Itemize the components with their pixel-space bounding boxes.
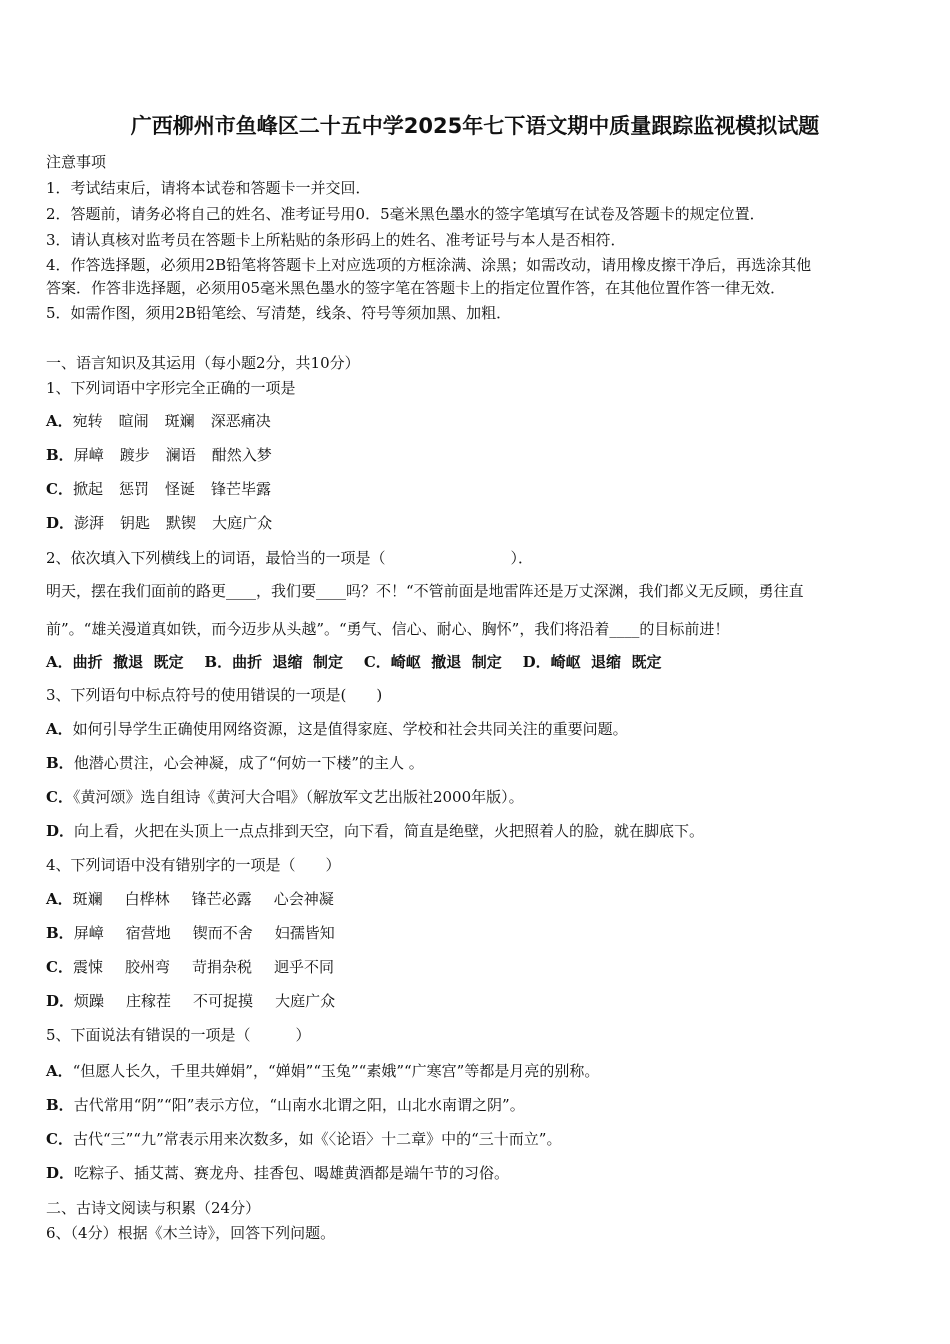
option-word: 锋芒必露: [191, 890, 252, 908]
option-word: 暄闹: [118, 412, 149, 430]
option-word: 钥匙: [120, 514, 151, 532]
exam-title: 广西柳州市鱼峰区二十五中学2025年七下语文期中质量跟踪监视模拟试题: [130, 114, 820, 138]
notice-item: 3．请认真核对监考员在答题卡上所粘贴的条形码上的姓名、准考证号与本人是否相符．: [46, 231, 626, 249]
option-word: 澜语: [165, 446, 196, 464]
option-word: 庄稼茬: [126, 992, 172, 1010]
option-label: C．: [46, 1130, 73, 1148]
section2-heading: 二、古诗文阅读与积累（24分）: [46, 1199, 261, 1217]
notice-item: 4．作答选择题，必须用2B铅笔将答题卡上对应选项的方框涂满、涂黑；如需改动，请用橡皮擦干净后，再选涂其他: [46, 256, 812, 274]
option-label: A．: [46, 1062, 73, 1080]
q2-stem: [46, 547, 533, 568]
option-label: B．: [46, 446, 74, 464]
option-word: 怪诞: [164, 480, 195, 498]
q5-option-d: [46, 1162, 509, 1183]
q2-options: A．曲折 撤退 既定 B．曲折 退缩 制定 C．崎岖 撤退 制定 D．崎岖 退缩 既定: [46, 653, 662, 671]
option-word: 妇孺皆知: [274, 924, 335, 942]
q1-stem: 1、下列词语中字形完全正确的一项是: [46, 379, 296, 397]
option-word: 心会神凝: [273, 890, 334, 908]
option-word: 踱步: [119, 446, 150, 464]
option-word: 迥乎不同: [274, 958, 335, 976]
q4-option-c: [46, 956, 334, 977]
option-text: 吃粽子、插艾蒿、赛龙舟、挂香包、喝雄黄酒都是端午节的习俗。: [74, 1164, 510, 1182]
option-label: C．: [46, 958, 73, 976]
option-label: B．: [46, 1096, 74, 1114]
q3-option-b: [46, 752, 424, 773]
q2-passage-line2: 前”。“雄关漫道真如铁，而今迈步从头越”。“勇气、信心、耐心、胸怀”，我们将沿着____的目标前进！: [46, 620, 730, 638]
option-label: C．: [46, 788, 73, 806]
option-word: 震悚: [72, 958, 103, 976]
q2-passage-line1: 明天，摆在我们面前的路更____，我们要____吗？不！“不管前面是地雷阵还是万丈深渊，我们都义无反顾，勇往直: [46, 582, 804, 600]
option-word: 掀起: [72, 480, 103, 498]
q4-option-a: [46, 888, 334, 909]
notice-item: 2．答题前，请务必将自己的姓名、准考证号用0．5毫米黑色墨水的签字笔填写在试卷及答题卡的规定位置．: [46, 205, 765, 223]
option-word: 锲而不舍: [192, 924, 253, 942]
option-word: 大庭广众: [275, 992, 336, 1010]
notice-item: 1．考试结束后，请将本试卷和答题卡一并交回．: [46, 179, 371, 197]
q1-option-b: [46, 444, 272, 465]
notice-item: 答案．作答非选择题，必须用05毫米黑色墨水的签字笔在答题卡上的指定位置作答，在其他位置作答一律无效．: [46, 279, 786, 297]
option-word: 斑斓: [72, 890, 103, 908]
notice-heading: 注意事项: [46, 153, 107, 171]
notice-item: 5．如需作图，须用2B铅笔绘、写清楚，线条、符号等须加黑、加粗．: [46, 304, 512, 322]
q3-option-a: [46, 718, 628, 739]
q6-stem: 6、（4分）根据《木兰诗》，回答下列问题。: [46, 1224, 336, 1242]
option-text: 他潜心贯注，心会神凝，成了“何妨一下楼”的主人 。: [73, 754, 424, 772]
option-word: 默锲: [166, 514, 197, 532]
q2-stem-start: 2、依次填入下列横线上的词语，最恰当的一项是（: [46, 549, 386, 567]
section1-heading: 一、语言知识及其运用（每小题2分，共10分）: [46, 354, 360, 372]
q4-option-b: [46, 922, 335, 943]
q2-stem-end: ）．: [510, 549, 534, 567]
q1-option-a: [46, 410, 271, 431]
option-word: 屏嶂: [73, 924, 104, 942]
option-word: 苛捐杂税: [191, 958, 252, 976]
option-word: 斑斓: [164, 412, 195, 430]
option-label: D．: [46, 992, 75, 1010]
option-word: 不可捉摸: [193, 992, 254, 1010]
option-word: 澎湃: [74, 514, 105, 532]
q5-option-a: [46, 1060, 599, 1081]
option-text: 向上看，火把在头顶上一点点排到天空，向下看，简直是绝壁，火把照着人的脸，就在脚底下。: [74, 822, 705, 840]
option-label: D．: [46, 822, 75, 840]
q4-stem: 4、下列词语中没有错别字的一项是（ ）: [46, 856, 341, 874]
option-word: 胶州弯: [124, 958, 170, 976]
option-word: 宿营地: [125, 924, 171, 942]
q4-option-d: [46, 990, 335, 1011]
option-word: 烦躁: [74, 992, 105, 1010]
q1-option-c: [46, 478, 271, 499]
option-text: 如何引导学生正确使用网络资源，这是值得家庭、学校和社会共同关注的重要问题。: [72, 720, 628, 738]
option-label: A．: [46, 720, 73, 738]
option-label: A．: [46, 412, 73, 430]
option-word: 宛转: [72, 412, 103, 430]
q3-stem: 3、下列语句中标点符号的使用错误的一项是( ): [46, 686, 383, 704]
option-label: C．: [46, 480, 73, 498]
option-label: D．: [46, 514, 75, 532]
q5-option-c: [46, 1128, 561, 1149]
option-text: “但愿人长久，千里共婵娟”，“婵娟”“玉兔”“素娥”“广寒宫”等都是月亮的别称。: [72, 1062, 600, 1080]
q5-stem: 5、下面说法有错误的一项是（ ）: [46, 1026, 311, 1044]
option-text: 古代常用“阴”“阳”表示方位，“山南水北谓之阳，山北水南谓之阴”。: [73, 1096, 525, 1114]
option-word: 酣然入梦: [211, 446, 272, 464]
q5-option-b: [46, 1094, 525, 1115]
option-label: B．: [46, 924, 74, 942]
option-word: 大庭广众: [212, 514, 273, 532]
option-word: 屏嶂: [73, 446, 104, 464]
option-text: 《黄河颂》选自组诗《黄河大合唱》（解放军文艺出版社2000年版）。: [72, 788, 524, 806]
option-word: 锋芒毕露: [211, 480, 272, 498]
q1-option-d: [46, 512, 272, 533]
option-label: D．: [46, 1164, 75, 1182]
option-text: 古代“三”“九”常表示用来次数多，如《〈论语〉十二章》中的“三十而立”。: [72, 1130, 562, 1148]
option-word: 深恶痛决: [210, 412, 271, 430]
q3-option-d: [46, 820, 704, 841]
option-word: 白桦林: [124, 890, 170, 908]
option-word: 惩罚: [118, 480, 149, 498]
q3-option-c: [46, 786, 524, 807]
option-label: B．: [46, 754, 74, 772]
option-label: A．: [46, 890, 73, 908]
